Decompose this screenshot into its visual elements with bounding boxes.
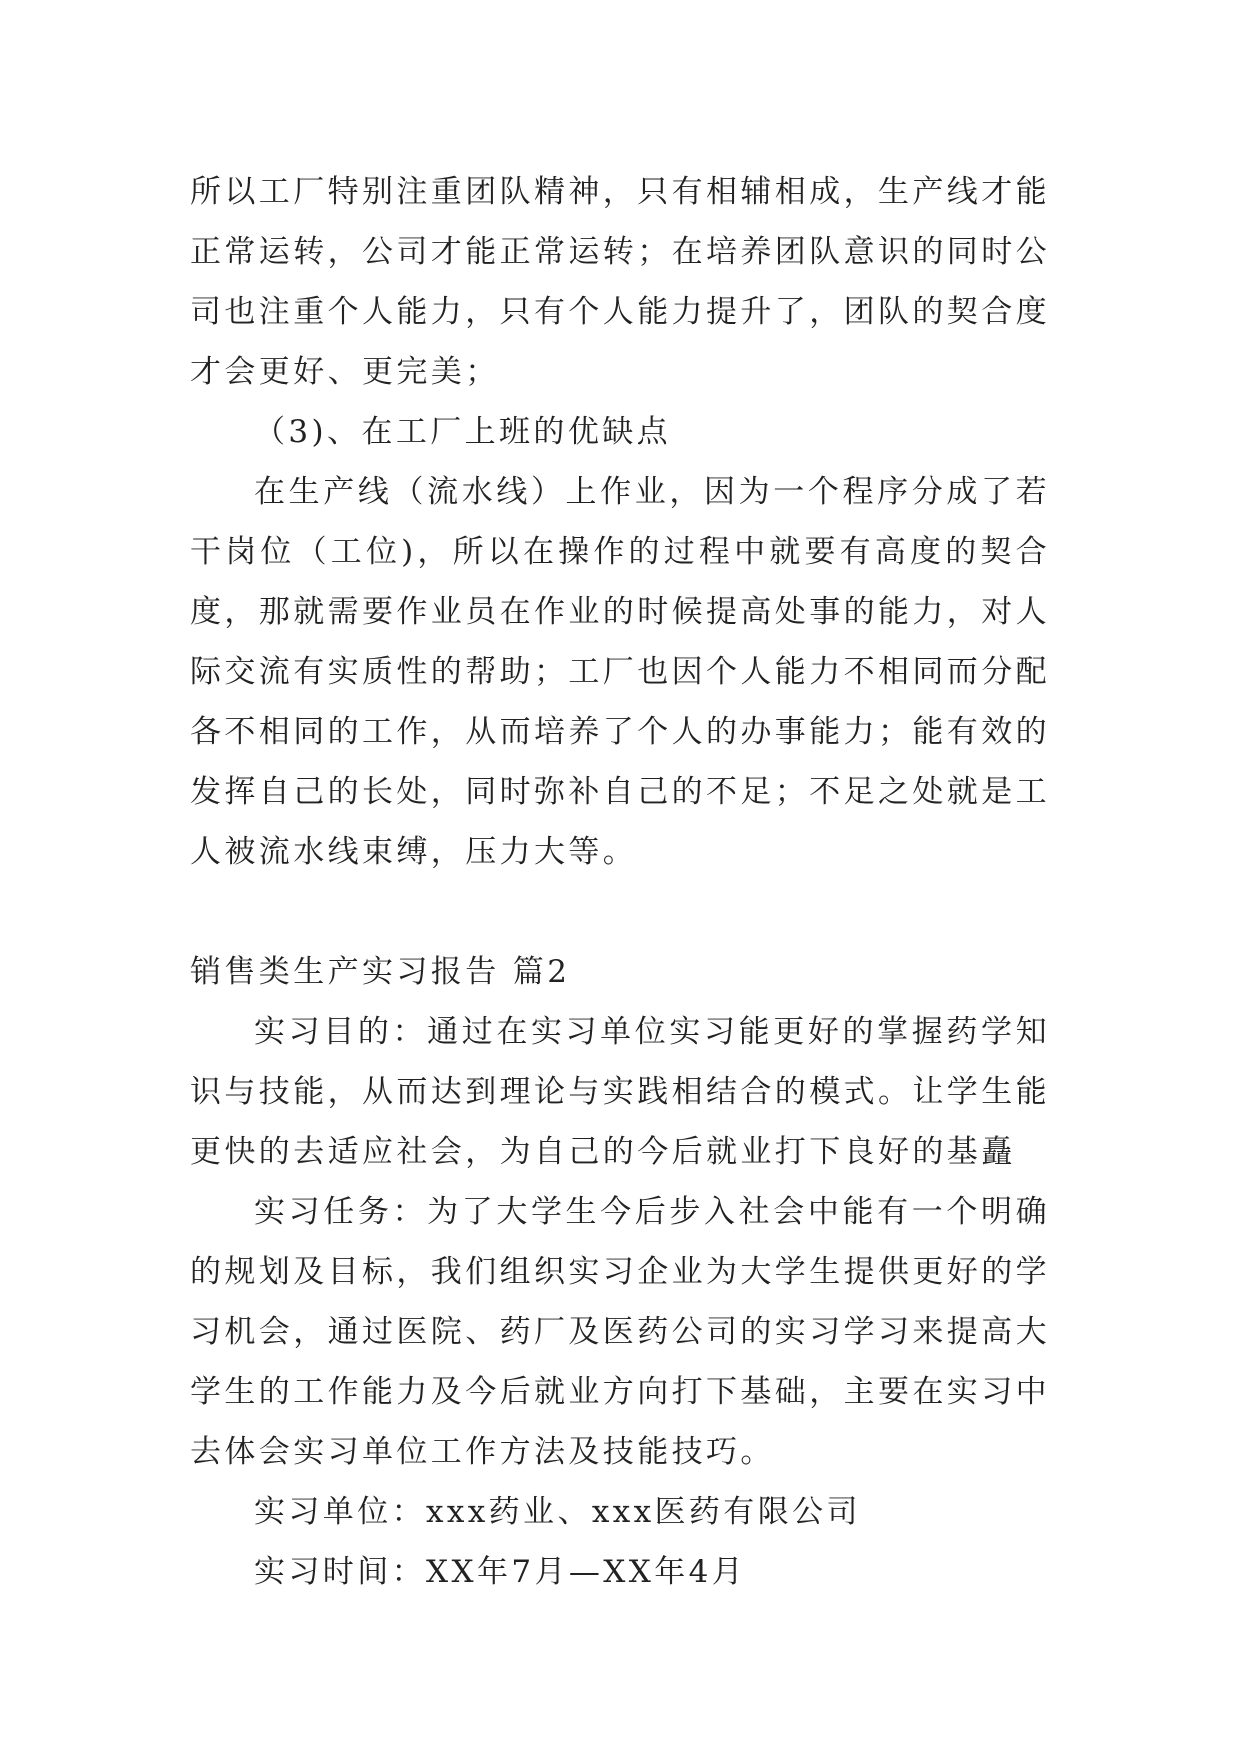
section-title: 销售类生产实习报告 篇2	[190, 954, 571, 990]
paragraph-team-spirit: 所以工厂特别注重团队精神，只有相辅相成，生产线才能正常运转，公司才能正常运转；在培养团队意识的同时公司也注重个人能力，只有个人能力提升了，团队的契合度才会更好、更完美；	[190, 174, 1050, 390]
subheading-pros-cons: （3)、在工厂上班的优缺点	[254, 414, 672, 450]
document-body	[190, 162, 1050, 1602]
paragraph-internship-task: 实习任务：为了大学生今后步入社会中能有一个明确的规划及目标，我们组织实习企业为大学生提供更好的学习机会，通过医院、药厂及医药公司的实习学习来提高大学生的工作能力及今后就业方向打下基础，主要在实习中去体会实习单位工作方法及技能技巧。	[190, 1194, 1050, 1470]
paragraph-production-line: 在生产线（流水线）上作业，因为一个程序分成了若干岗位（工位)，所以在操作的过程中就要有高度的契合度，那就需要作业员在作业的时候提高处事的能力，对人际交流有实质性的帮助；工厂也因个人能力不相同而分配各不相同的工作，从而培养了个人的办事能力；能有效的发挥自己的长处，同时弥补自己的不足；不足之处就是工人被流水线束缚，压力大等。	[190, 474, 1050, 870]
paragraph-internship-purpose: 实习目的：通过在实习单位实习能更好的掌握药学知识与技能，从而达到理论与实践相结合的模式。让学生能更快的去适应社会，为自己的今后就业打下良好的基矗	[190, 1014, 1050, 1170]
paragraph-internship-time: 实习时间：XX年7月—XX年4月	[254, 1554, 747, 1590]
paragraph-internship-unit: 实习单位：xxx药业、xxx医药有限公司	[254, 1494, 861, 1530]
